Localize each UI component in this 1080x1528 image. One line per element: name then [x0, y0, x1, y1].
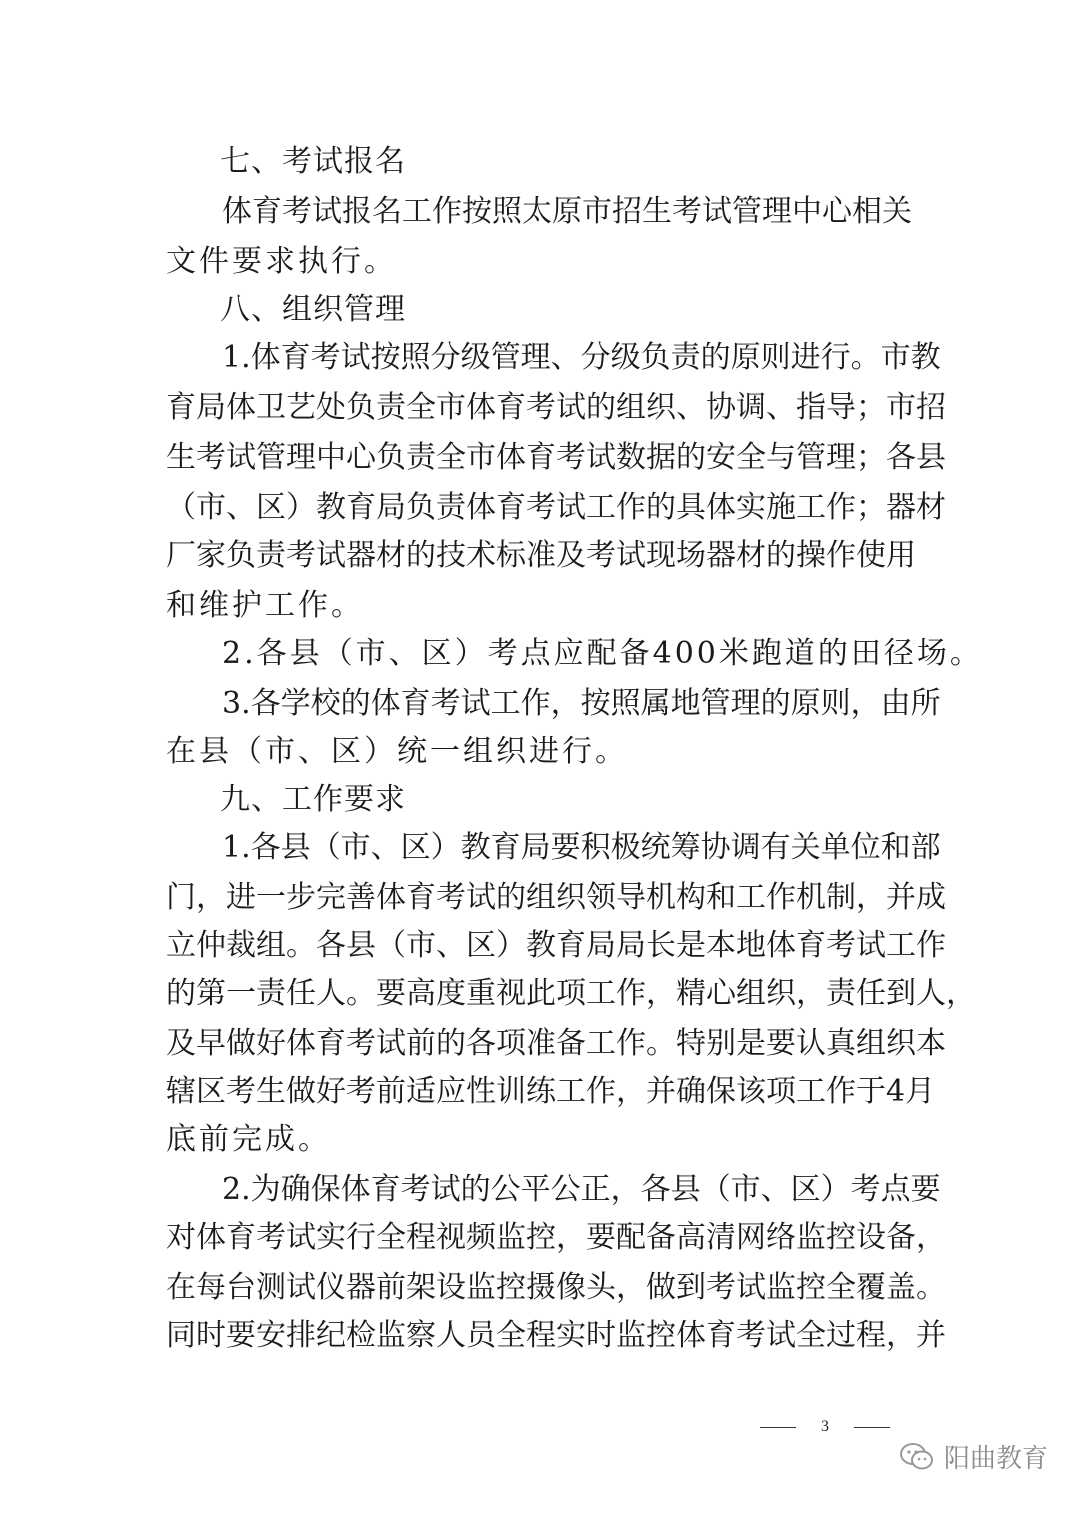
paragraph-line: 立仲裁组。各县（市、区）教育局局长是本地体育考试工作 — [166, 928, 946, 963]
paragraph-line: 同时要安排纪检监察人员全程实时监控体育考试全过程，并 — [166, 1318, 946, 1353]
paragraph-line: 生考试管理中心负责全市体育考试数据的安全与管理；各县 — [166, 440, 946, 475]
page-number-dash-right — [854, 1427, 890, 1428]
paragraph-line: 1.体育考试按照分级管理、分级负责的原则进行。市教 — [222, 340, 941, 375]
paragraph-line: 1.各县（市、区）教育局要积极统筹协调有关单位和部 — [222, 830, 941, 865]
page-number-dash-left — [760, 1427, 796, 1428]
paragraph-line: 和维护工作。 — [166, 588, 364, 623]
paragraph-line: 对体育考试实行全程视频监控，要配备高清网络监控设备， — [166, 1220, 946, 1255]
paragraph-line: 门，进一步完善体育考试的组织领导机构和工作机制，并成 — [166, 880, 946, 915]
page-number — [760, 1412, 890, 1442]
paragraph-line: 在县（市、区）统一组织进行。 — [166, 734, 628, 769]
paragraph-line: 2.为确保体育考试的公平公正，各县（市、区）考点要 — [222, 1172, 941, 1207]
paragraph-line: 体育考试报名工作按照太原市招生考试管理中心相关 — [222, 194, 912, 229]
watermark — [900, 1438, 1048, 1475]
wechat-icon — [900, 1442, 934, 1472]
section-heading-registration: 七、考试报名 — [220, 144, 406, 179]
paragraph-line: 辖区考生做好考前适应性训练工作，并确保该项工作于4月 — [166, 1074, 936, 1109]
paragraph-line: 及早做好体育考试前的各项准备工作。特别是要认真组织本 — [166, 1026, 946, 1061]
paragraph-line: 育局体卫艺处负责全市体育考试的组织、协调、指导；市招 — [166, 390, 946, 425]
section-heading-requirements: 九、工作要求 — [220, 782, 406, 817]
paragraph-line: 3.各学校的体育考试工作，按照属地管理的原则，由所 — [222, 686, 941, 721]
watermark-text: 阳曲教育 — [944, 1444, 1049, 1474]
paragraph-line: 在每台测试仪器前架设监控摄像头，做到考试监控全覆盖。 — [166, 1270, 946, 1305]
section-heading-organization: 八、组织管理 — [220, 292, 406, 327]
paragraph-line: 底前完成。 — [166, 1122, 331, 1157]
page-number-value: 3 — [821, 1418, 829, 1435]
paragraph-line: 文件要求执行。 — [166, 244, 397, 279]
paragraph-line: 2.各县（市、区）考点应配备400米跑道的田径场。 — [222, 636, 983, 671]
paragraph-line: 厂家负责考试器材的技术标准及考试现场器材的操作使用 — [166, 538, 916, 573]
paragraph-line: （市、区）教育局负责体育考试工作的具体实施工作；器材 — [166, 490, 946, 525]
paragraph-line: 的第一责任人。要高度重视此项工作，精心组织，责任到人， — [166, 976, 976, 1011]
